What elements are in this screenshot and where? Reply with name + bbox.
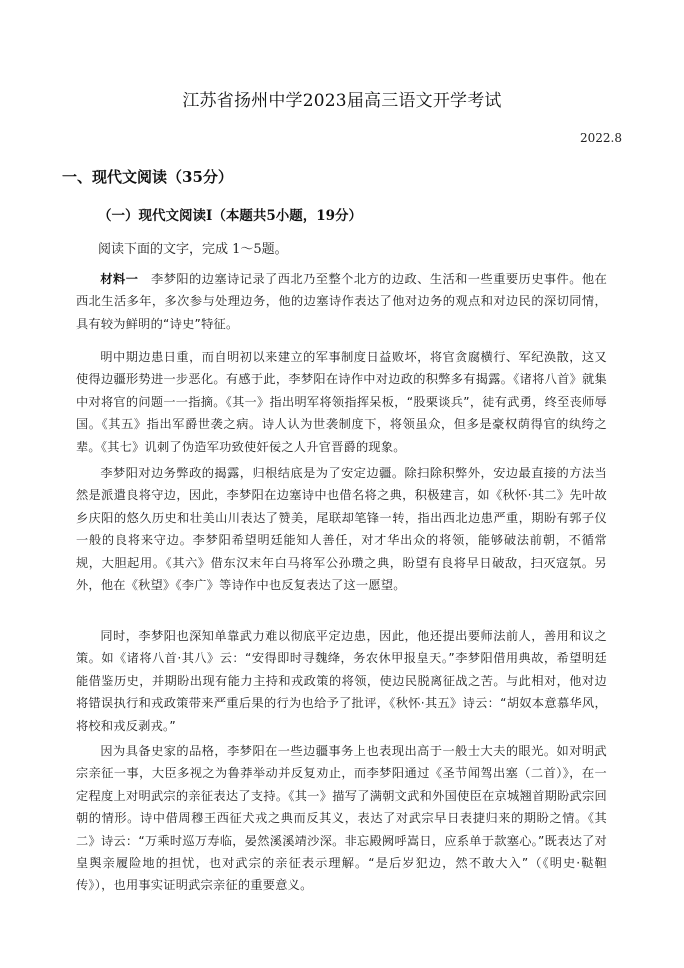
exam-title: 江苏省扬州中学2023届高三语文开学考试 [182,91,502,111]
subsection-heading: （一）现代文阅读Ⅰ（本题共5小题，19分） [98,208,362,224]
material-paragraph-3: 李梦阳对边务弊政的揭露，归根结底是为了安定边疆。除扫除积弊外，安边最直接的方法当然是派遣良将守边，因此，李梦阳在边塞诗中也借名将之典，积极建言，如《秋怀·其二》先叶故乡庆阳的悠久历史和壮美山川表达了赞美，尾联却笔锋一转，指出西北边患严重，期盼有郭子仪一般的良将来守边。李梦阳希望明廷能知人善任，对才华出众的将领，能够破法前朝，不循常规，大胆起用。《其六》借东汉末年白马将军公孙瓒之典，盼望有良将早日破敌，扫灭寇氛。另外，他在《秋望》《李广》等诗作中也反复表达了这一愿望。 [76,466,607,593]
material-paragraph-5: 因为具备史家的品格，李梦阳在一些边疆事务上也表现出高于一般士大夫的眼光。如对明武宗亲征一事，大臣多视之为鲁莽举动并反复劝止，而李梦阳通过《圣节闻驾出塞（二首）》，在一定程度上对明武宗的亲征表达了支持。《其一》描写了满朝文武和外国使臣在京城翘首期盼武宗回朝的情形。诗中借周穆王西征犬戎之典而反其义，表达了对武宗早日表捷归来的期盼之情。《其二》诗云：“万乘时巡万寿临，晏然溪溪靖沙深。非忘殿阙呼嵩日，应系单于款塞心。”既表达了对皇舆亲履险地的担忧，也对武宗的亲征表示理解。“是后岁犯边，然不敢大入”（《明史·鞑靼传》），也用事实证明武宗亲征的重要意义。 [76,744,607,893]
reading-instruction: 阅读下面的文字，完成 1～5题。 [98,242,288,257]
section-heading: 一、现代文阅读（35分） [62,168,233,186]
material-paragraph-4: 同时，李梦阳也深知单靠武力难以彻底平定边患，因此，他还提出要师法前人，善用和议之策。如《诸将八首·其八》云：“安得即时寻魏绛，务农休甲报皇天。”李梦阳借用典故，希望明廷能借鉴历史，并期盼出现有能力主持和戎政策的将领，使边民脱离征战之苦。与此相对，他对边将错误执行和戎政策带来严重后果的行为也给予了批评，《秋怀·其五》诗云：“胡奴本意慕华风，将校和戎反剥戎。” [76,629,607,733]
material-paragraph-1-text: 李梦阳的边塞诗记录了西北乃至整个北方的边政、生活和一些重要历史事件。他在西北生活多年，多次参与处理边务，他的边塞诗作表达了他对边务的观点和对边民的深切同情，具有较为鲜明的“诗史”特征。 [76,272,608,331]
exam-date: 2022.8 [580,131,622,145]
material-paragraph-2: 明中期边患日重，而自明初以来建立的军事制度日益败坏，将官贪腐横行、军纪涣散，这又使得边疆形势进一步恶化。有感于此，李梦阳在诗作中对边政的积弊多有揭露。《诸将八首》就集中对将官的问题一一指摘。《其一》指出明军将领指挥呆板，“股栗谈兵”，徒有武勇，终至丧师辱国。《其五》指出军爵世袭之病。诗人认为世袭制度下，将领虽众，但多是豪权荫得官的纨绔之辈。《其七》讥刺了伪造军功致使奸佞之人升官晋爵的现象。 [76,350,607,454]
material-paragraph-1 [76,268,607,335]
material-label: 材料一 [100,272,139,286]
